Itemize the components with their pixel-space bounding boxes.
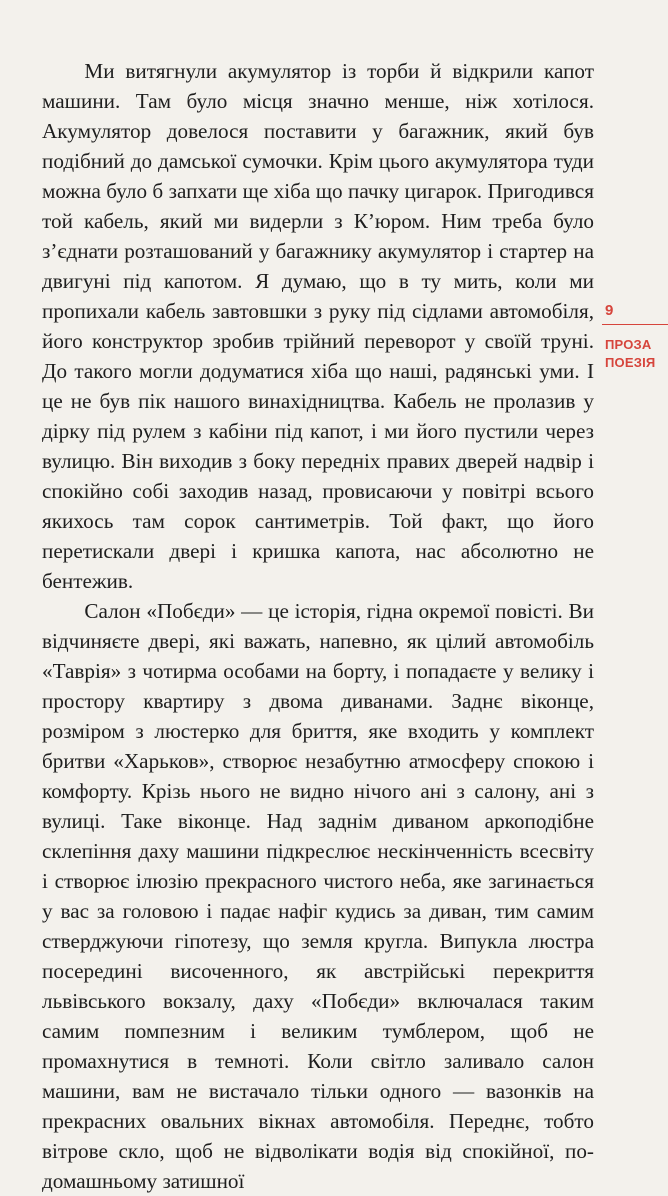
page-number: 9 bbox=[605, 302, 614, 319]
section-label-prose: ПРОЗА bbox=[605, 337, 652, 352]
main-text-column bbox=[42, 56, 594, 1196]
section-margin-tab bbox=[602, 302, 668, 372]
section-label-poetry: ПОЕЗІЯ bbox=[605, 355, 656, 370]
paragraph-2: Салон «Побєди» — це історія, гідна окремої повісті. Ви відчиняєте двері, які важать, напевно, як цілий автомобіль «Таврія» з чотирма особами на борту, і попадаєте у велику і простору квартиру з двома диванами. Заднє віконце, розміром з люстерко для бриття, яке входить у комплект бритви «Харьков», створює незабутню атмосферу спокою і комфорту. Крізь нього не видно нічого ані з салону, ані з вулиці. Таке віконце. Над заднім диваном аркоподібне склепіння даху машини підкреслює нескінченність всесвіту і створює ілюзію прекрасного чистого неба, яке загинається у вас за головою і падає нафіг кудись за диван, тим самим стверджуючи гіпотезу, що земля кругла. Випукла люстра посередині височенного, як австрійські перекриття львівського вокзалу, даху «Побєди» включалася таким самим помпезним і великим тумблером, щоб не промахнутися в темноті. Коли світло заливало салон машини, вам не вистачало тільки одного — вазонків на прекрасних овальних вікнах автомобіля. Переднє, тобто вітрове скло, щоб не відволікати водія від спокійної, по-домашньому затишної bbox=[42, 599, 594, 1193]
margin-divider-line bbox=[602, 324, 668, 325]
paragraph-1: Ми витягнули акумулятор із торби й відкрили капот машини. Там було місця значно менше, ніж хотілося. Акумулятор довелося поставити у багажник, який був подібний до дамської сумочки. Крім цього акумулятора туди можна було б запхати ще хіба що пачку цигарок. Пригодився той кабель, який ми видерли з К’юром. Ним треба було з’єднати розташований у багажнику акумулятор і стартер на двигуні під капотом. Я думаю, що в ту мить, коли ми пропихали кабель завтовшки з руку під сідлами автомобіля, його конструктор зробив трійний переворот у своїй труні. До такого могли додуматися хіба що наші, радянські уми. І це не був пік нашого винахідництва. Кабель не пролазив у дірку під рулем з кабіни під капот, і ми його пустили через вулицю. Він виходив з боку передніх правих дверей надвір і спокійно собі заходив назад, провисаючи у повітрі всього якихось там сорок сантиметрів. Той факт, що його перетискали двері і кришка капота, нас абсолютно не бентежив. bbox=[42, 59, 594, 593]
